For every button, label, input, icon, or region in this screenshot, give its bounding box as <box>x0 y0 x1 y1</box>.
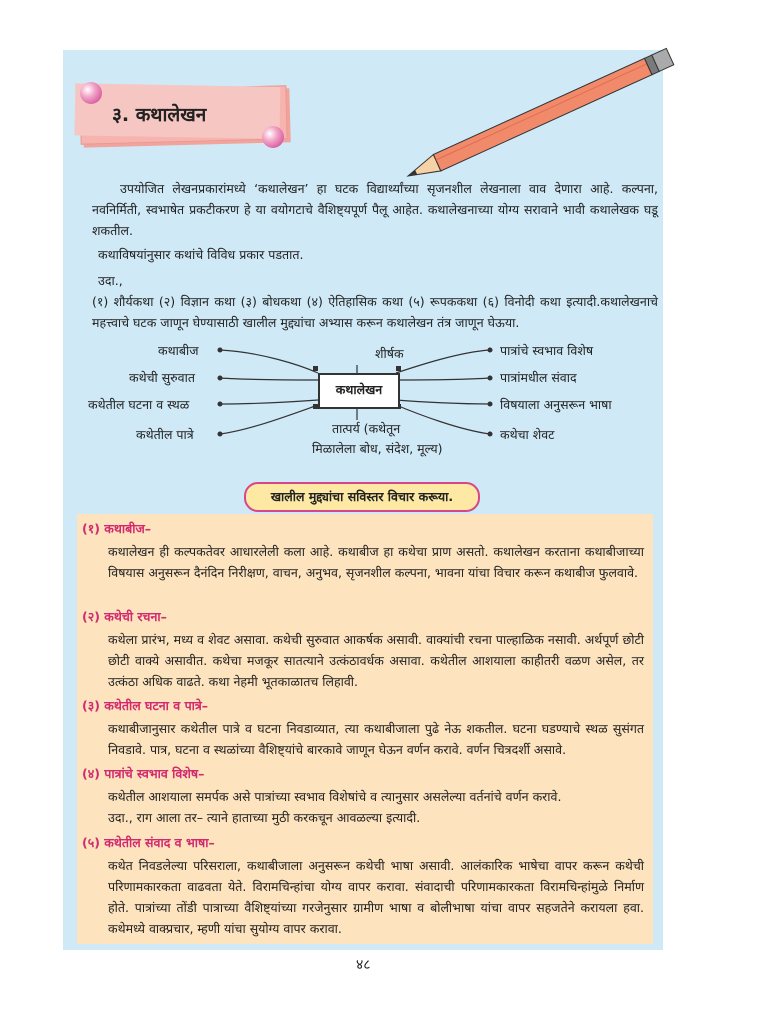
discussion-heading: खालील मुद्द्यांचा सविस्तर विचार करूया. <box>244 482 480 512</box>
mind-map-center: कथालेखन <box>318 373 400 409</box>
section-heading: (५) कथेतील संवाद व भाषा– <box>82 835 215 850</box>
section-body: कथेत निवडलेल्या परिसराला, कथाबीजाला अनुसरून कथेची भाषा असावी. आलंकारिक भाषेचा वापर करून कथेची परिणामकारकता वाढवता येते. विरामचिन्हांचा योग्य वापर करावा. संवादाची परिणामकारकता विरामचिन्हांमुळे निर्माण होते. पात्रांच्या तोंडी पात्राच्या वैशिष्ट्यांच्या गरजेनुसार ग्रामीण भाषा व बोलीभाषा यांचा वापर सहजतेने करायला हवा. कथेमध्ये वाक्प्रचार, म्हणी यांचा सुयोग्य वापर करावा. <box>108 858 644 936</box>
mind-map-node: तात्पर्य (कथेतून <box>332 421 401 436</box>
section-heading: (२) कथेची रचना– <box>82 609 167 624</box>
mind-map-node: कथेतील घटना व स्थळ <box>88 397 190 412</box>
section-body: कथाबीजानुसार कथेतील पात्रे व घटना निवडाव्यात, त्या कथाबीजाला पुढे नेऊ शकतील. घटना घडण्याचे स्थळ सुसंगत निवडावे. पात्र, घटना व स्थळांच्या वैशिष्ट्यांचे बारकावे जाणून घेऊन वर्णन करावे. वर्णन चित्रदर्शी असावे. <box>108 721 644 757</box>
mind-map-node: विषयाला अनुसरून भाषा <box>500 397 612 412</box>
section-body: उदा., राग आला तर– त्याने हाताच्या मुठी करकचून आवळल्या इत्यादी. <box>108 810 421 825</box>
intro-line: कथाविषयांनुसार कथांचे विविध प्रकार पडतात. <box>98 247 304 262</box>
section-heading: (१) कथाबीज– <box>82 521 152 536</box>
section-body: कथालेखन ही कल्पकतेवर आधारलेली कला आहे. कथाबीज हा कथेचा प्राण असतो. कथालेखन करताना कथाबीजाच्या विषयास अनुसरून दैनंदिन निरीक्षण, वाचन, अनुभव, सृजनशील कल्पना, भावना यांचा विचार करून कथाबीज फुलवावे. <box>108 544 644 580</box>
section-body: कथेतील आशयाला समर्पक असे पात्रांच्या स्वभाव विशेषांचे व त्यानुसार असलेल्या वर्तनांचे वर्णन करावे. <box>108 789 562 804</box>
mind-map-node: कथेची सुरुवात <box>129 370 195 385</box>
mind-map-node: कथेचा शेवट <box>500 427 555 442</box>
mind-map-node: कथेतील पात्रे <box>136 427 194 442</box>
mind-map-node: पात्रांमधील संवाद <box>500 370 577 385</box>
intro-paragraph: उपयोजित लेखनप्रकारांमध्ये ‘कथालेखन’ हा घटक विद्यार्थ्यांच्या सृजनशील लेखनाला वाव देणारा आहे. कल्पना, नवनिर्मिती, स्वभाषेत प्रकटीकरण हे या वयोगटाचे वैशिष्ट्यपूर्ण पैलू आहेत. कथालेखनाच्या योग्य सरावाने भावी कथालेखक घडू शकतील. <box>92 181 658 238</box>
mind-map-node: कथाबीज <box>158 343 199 358</box>
mind-map-node: मिळालेला बोध, संदेश, मूल्य) <box>312 441 443 456</box>
story-types-paragraph: (१) शौर्यकथा (२) विज्ञान कथा (३) बोधकथा (४) ऐतिहासिक कथा (५) रूपककथा (६) विनोदी कथा इत्यादी.कथालेखनाचे महत्त्वाचे घटक जाणून घेण्यासाठी खालील मुद्द्यांचा अभ्यास करून कथालेखन तंत्र जाणून घेऊया. <box>92 294 658 330</box>
mind-map-node: शीर्षक <box>375 346 404 361</box>
chapter-title: ३. कथालेखन <box>112 104 207 126</box>
section-heading: (४) पात्रांचे स्वभाव विशेष– <box>82 766 205 781</box>
page-number: ४८ <box>356 957 371 973</box>
section-heading: (३) कथेतील घटना व पात्रे– <box>82 698 209 713</box>
section-body: कथेला प्रारंभ, मध्य व शेवट असावा. कथेची सुरुवात आकर्षक असावी. वाक्यांची रचना पाल्हाळिक नसावी. अर्थपूर्ण छोटी छोटी वाक्ये असावीत. कथेचा मजकूर सातत्याने उत्कंठावर्धक असावा. कथेतील आशयाला काहीतरी वळण असेल, तर उत्कंठा अधिक वाढते. कथा नेहमी भूतकाळातच लिहावी. <box>108 632 644 689</box>
example-label: उदा., <box>98 273 123 288</box>
mind-map-node: पात्रांचे स्वभाव विशेष <box>500 343 594 358</box>
